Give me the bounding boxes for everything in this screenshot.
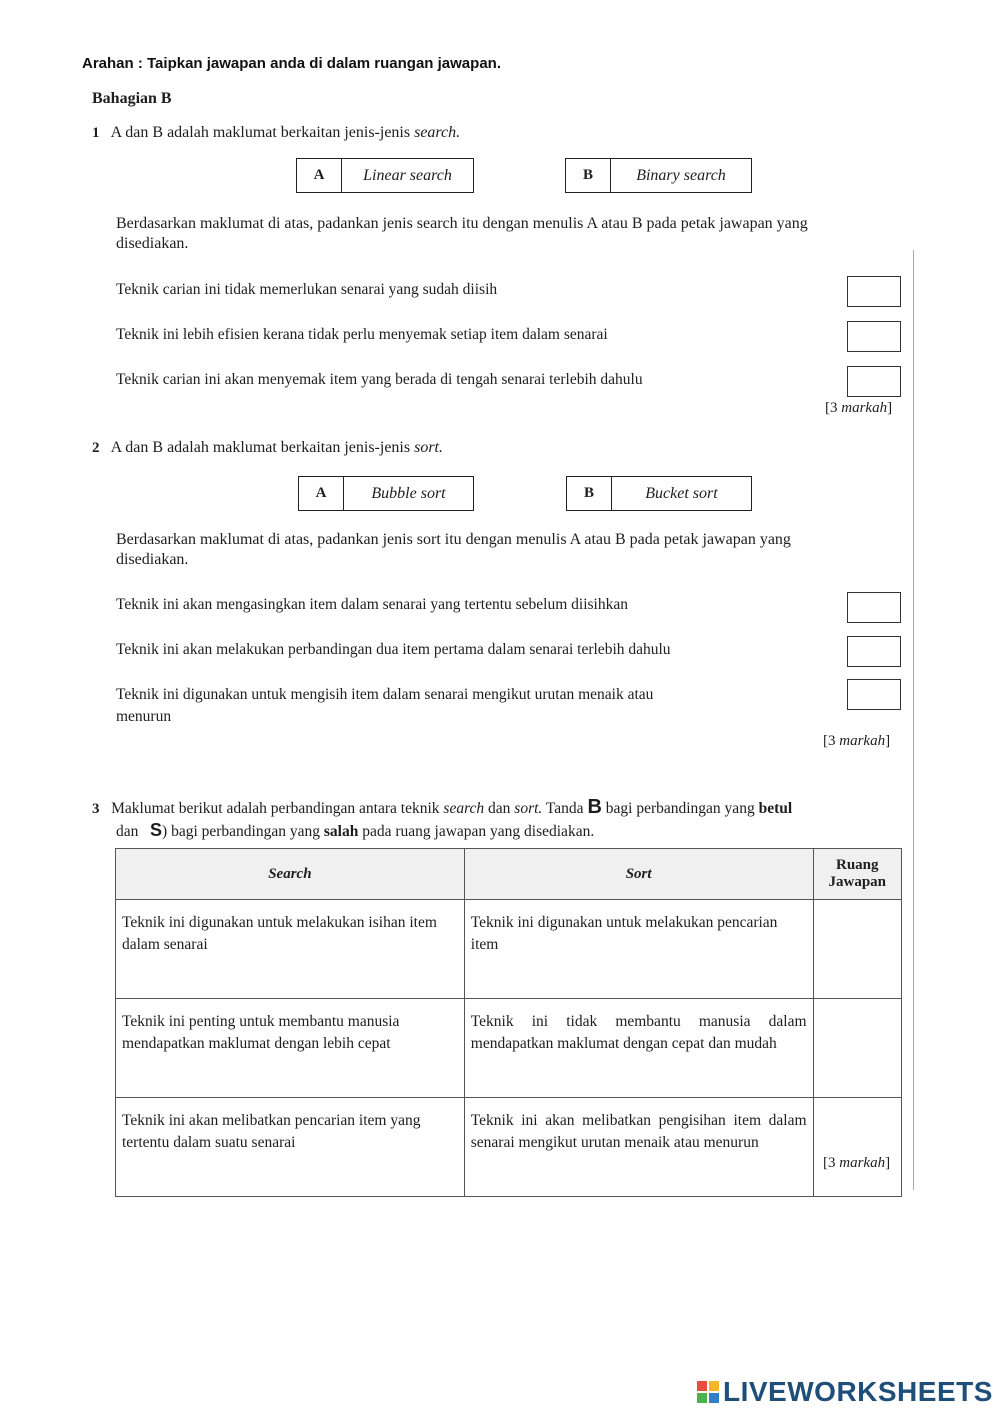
header-sort: Sort xyxy=(464,849,813,900)
header-ruang-jawapan: Ruang Jawapan xyxy=(813,849,901,900)
q1-label-b-value: Binary search xyxy=(636,166,726,184)
q3-marks-num: [3 xyxy=(823,1155,836,1171)
q1-instruction xyxy=(116,214,901,254)
q2-item-1: Teknik ini akan mengasingkan item dalam senarai yang tertentu sebelum diisihkan xyxy=(116,596,628,613)
q1-label-b-key: B xyxy=(566,159,611,192)
q1-answer-box-1[interactable] xyxy=(847,276,901,307)
q3-line1-search: search xyxy=(443,800,485,817)
q1-marks xyxy=(825,400,892,417)
row1-answer-cell[interactable] xyxy=(813,900,901,999)
row1-sort: Teknik ini digunakan untuk melakukan pencarian item xyxy=(464,900,813,999)
q3-marks xyxy=(823,1155,890,1172)
section-title: Bahagian B xyxy=(92,90,172,107)
q2-marks xyxy=(823,733,890,750)
q1-label-b xyxy=(565,158,752,193)
q3-marks-word: markah xyxy=(839,1155,886,1171)
q2-number: 2 xyxy=(92,440,100,456)
liveworksheets-logo-text: LIVEWORKSHEETS xyxy=(723,1376,993,1407)
q3-symbol-b: B xyxy=(587,796,602,818)
q2-text: A dan B adalah maklumat berkaitan jenis-jenis xyxy=(110,439,411,456)
q1-text: A dan B adalah maklumat berkaitan jenis-jenis xyxy=(110,124,411,141)
table-header-row xyxy=(116,849,902,900)
q3-symbol-s: S xyxy=(150,820,163,840)
q2-heading xyxy=(92,439,443,457)
q1-marks-num: [3 xyxy=(825,400,838,416)
q2-marks-num: [3 xyxy=(823,733,836,749)
row3-answer-cell[interactable] xyxy=(813,1098,901,1197)
q1-answer-box-2[interactable] xyxy=(847,321,901,352)
q1-instruction-line2: disediakan. xyxy=(116,235,189,252)
q3-number: 3 xyxy=(92,801,100,817)
q3-line2-dan: dan xyxy=(116,823,139,840)
q1-label-a-key: A xyxy=(297,159,342,192)
liveworksheets-logo xyxy=(697,1376,993,1408)
logo-square-red xyxy=(697,1381,707,1391)
logo-square-yellow xyxy=(709,1381,719,1391)
q1-marks-close: ] xyxy=(887,400,893,416)
q1-label-a xyxy=(296,158,474,193)
q2-marks-word: markah xyxy=(839,733,886,749)
q2-marks-close: ] xyxy=(885,733,891,749)
comparison-table xyxy=(115,848,902,1197)
q2-item-3: Teknik ini digunakan untuk mengisih item dalam senarai mengikut urutan menaik atau xyxy=(116,686,654,703)
q3-line2-text: ) bagi perbandingan yang xyxy=(162,823,320,840)
row2-search: Teknik ini penting untuk membantu manusia mendapatkan maklumat dengan lebih cepat xyxy=(116,999,465,1098)
instruction-text: Arahan : Taipkan jawapan anda di dalam ruangan jawapan. xyxy=(82,55,501,72)
q2-answer-box-3[interactable] xyxy=(847,679,901,710)
q3-line2-end: pada ruang jawapan yang disediakan. xyxy=(362,823,595,840)
q3-line2-salah: salah xyxy=(323,823,359,840)
table-row xyxy=(116,999,902,1098)
q1-heading xyxy=(92,124,460,142)
q1-number: 1 xyxy=(92,125,100,141)
q1-instruction-line1: Berdasarkan maklumat di atas, padankan jenis search itu dengan menulis A atau B pada petak jawapan yang xyxy=(116,215,808,232)
q2-instruction-line1: Berdasarkan maklumat di atas, padankan jenis sort itu dengan menulis A atau B pada petak jawapan yang xyxy=(116,531,791,548)
q3-line1-tanda: Tanda xyxy=(545,800,584,817)
q2-answer-box-2[interactable] xyxy=(847,636,901,667)
q2-label-b-value: Bucket sort xyxy=(645,484,718,502)
q1-item-3: Teknik carian ini akan menyemak item yang berada di tengah senarai terlebih dahulu xyxy=(116,371,643,388)
q2-text-italic: sort. xyxy=(414,439,443,456)
logo-square-blue xyxy=(709,1393,719,1403)
q1-answer-box-3[interactable] xyxy=(847,366,901,397)
q2-item-3-line2: menurun xyxy=(116,708,172,725)
q3-marks-close: ] xyxy=(885,1155,891,1171)
q1-text-italic: search. xyxy=(414,124,461,141)
q3-line1-text: Maklumat berikut adalah perbandingan antara teknik xyxy=(111,800,440,817)
q2-label-b xyxy=(566,476,752,511)
scan-margin-line xyxy=(913,250,914,1190)
header-search: Search xyxy=(116,849,465,900)
table-row xyxy=(116,1098,902,1197)
row3-sort: Teknik ini akan melibatkan pengisihan item dalam senarai mengikut urutan menaik atau menurun xyxy=(464,1098,813,1197)
row2-answer-cell[interactable] xyxy=(813,999,901,1098)
q2-item-2: Teknik ini akan melakukan perbandingan dua item pertama dalam senarai terlebih dahulu xyxy=(116,641,671,658)
logo-square-green xyxy=(697,1393,707,1403)
q2-instruction xyxy=(116,530,901,570)
q1-marks-word: markah xyxy=(841,400,888,416)
q3-line1-betul: betul xyxy=(758,800,793,817)
q2-label-a-value: Bubble sort xyxy=(371,484,446,502)
q1-label-a-value: Linear search xyxy=(363,166,452,184)
q3-line1-b: bagi perbandingan yang xyxy=(605,800,755,817)
q1-item-1: Teknik carian ini tidak memerlukan senarai yang sudah diisih xyxy=(116,281,498,298)
row1-search: Teknik ini digunakan untuk melakukan isihan item dalam senarai xyxy=(116,900,465,999)
liveworksheets-logo-icon xyxy=(697,1381,719,1403)
q3-line1-dan: dan xyxy=(488,800,511,817)
row2-sort: Teknik ini tidak membantu manusia dalam mendapatkan maklumat dengan cepat dan mudah xyxy=(464,999,813,1098)
q2-label-a xyxy=(298,476,474,511)
row3-search: Teknik ini akan melibatkan pencarian item yang tertentu dalam suatu senarai xyxy=(116,1098,465,1197)
q3-heading-line2 xyxy=(116,820,594,841)
q2-answer-box-1[interactable] xyxy=(847,592,901,623)
q1-item-2: Teknik ini lebih efisien kerana tidak perlu menyemak setiap item dalam senarai xyxy=(116,326,608,343)
q2-instruction-line2: disediakan. xyxy=(116,551,189,568)
q2-label-a-key: A xyxy=(299,477,344,510)
q3-line1-sort: sort. xyxy=(514,800,543,817)
q2-label-b-key: B xyxy=(567,477,612,510)
table-row xyxy=(116,900,902,999)
q3-heading-line1 xyxy=(92,796,792,819)
